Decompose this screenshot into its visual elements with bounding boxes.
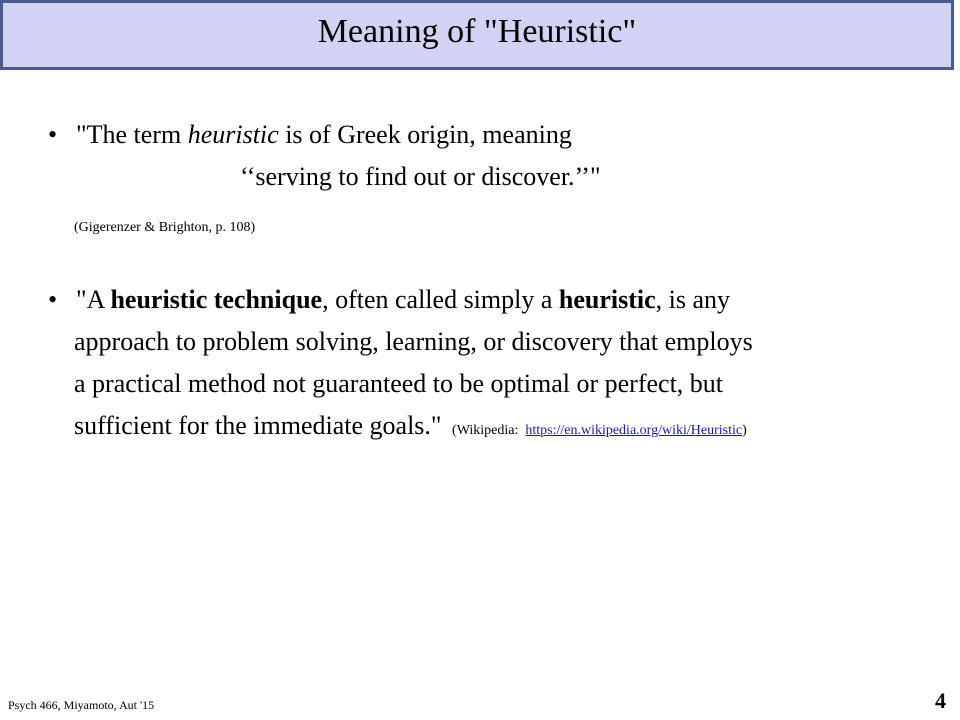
text-segment: "A [76, 285, 111, 314]
wikipedia-link[interactable]: https://en.wikipedia.org/wiki/Heuristic [525, 423, 743, 438]
bold-term: heuristic [558, 285, 656, 314]
bullet2-line1 [76, 280, 730, 320]
bullet2-line2: approach to problem solving, learning, or discovery that employs [74, 327, 753, 356]
bullet2-line3: a practical method not guaranteed to be optimal or perfect, but [74, 369, 724, 398]
text-segment: sufficient for the immediate goals." [74, 411, 442, 440]
text-segment: "The term [76, 120, 188, 149]
bullet1-line2: ‘‘serving to find out or discover.’’" [240, 162, 601, 191]
bullet1-citation: (Gigerenzer & Brighton, p. 108) [74, 220, 256, 235]
citation-prefix: (Wikipedia: [452, 423, 522, 438]
slide-title: Meaning of "Heuristic" [317, 13, 637, 50]
text-segment: is of Greek origin, meaning [278, 120, 572, 149]
bold-term: heuristic technique [110, 285, 323, 314]
text-segment: , often called simply a [322, 285, 559, 314]
footer-text: Psych 466, Miyamoto, Aut '15 [8, 698, 155, 712]
bullet-marker: • [48, 120, 58, 149]
wikipedia-citation [442, 423, 747, 438]
bullet-marker: • [48, 285, 58, 314]
text-segment: , is any [655, 285, 731, 314]
title-bar [0, 0, 954, 70]
bullet2-line4 [74, 406, 747, 451]
bullet1-line1 [76, 115, 572, 155]
italic-term: heuristic [187, 120, 279, 149]
citation-suffix: ) [742, 423, 747, 438]
page-number: 4 [935, 688, 946, 713]
